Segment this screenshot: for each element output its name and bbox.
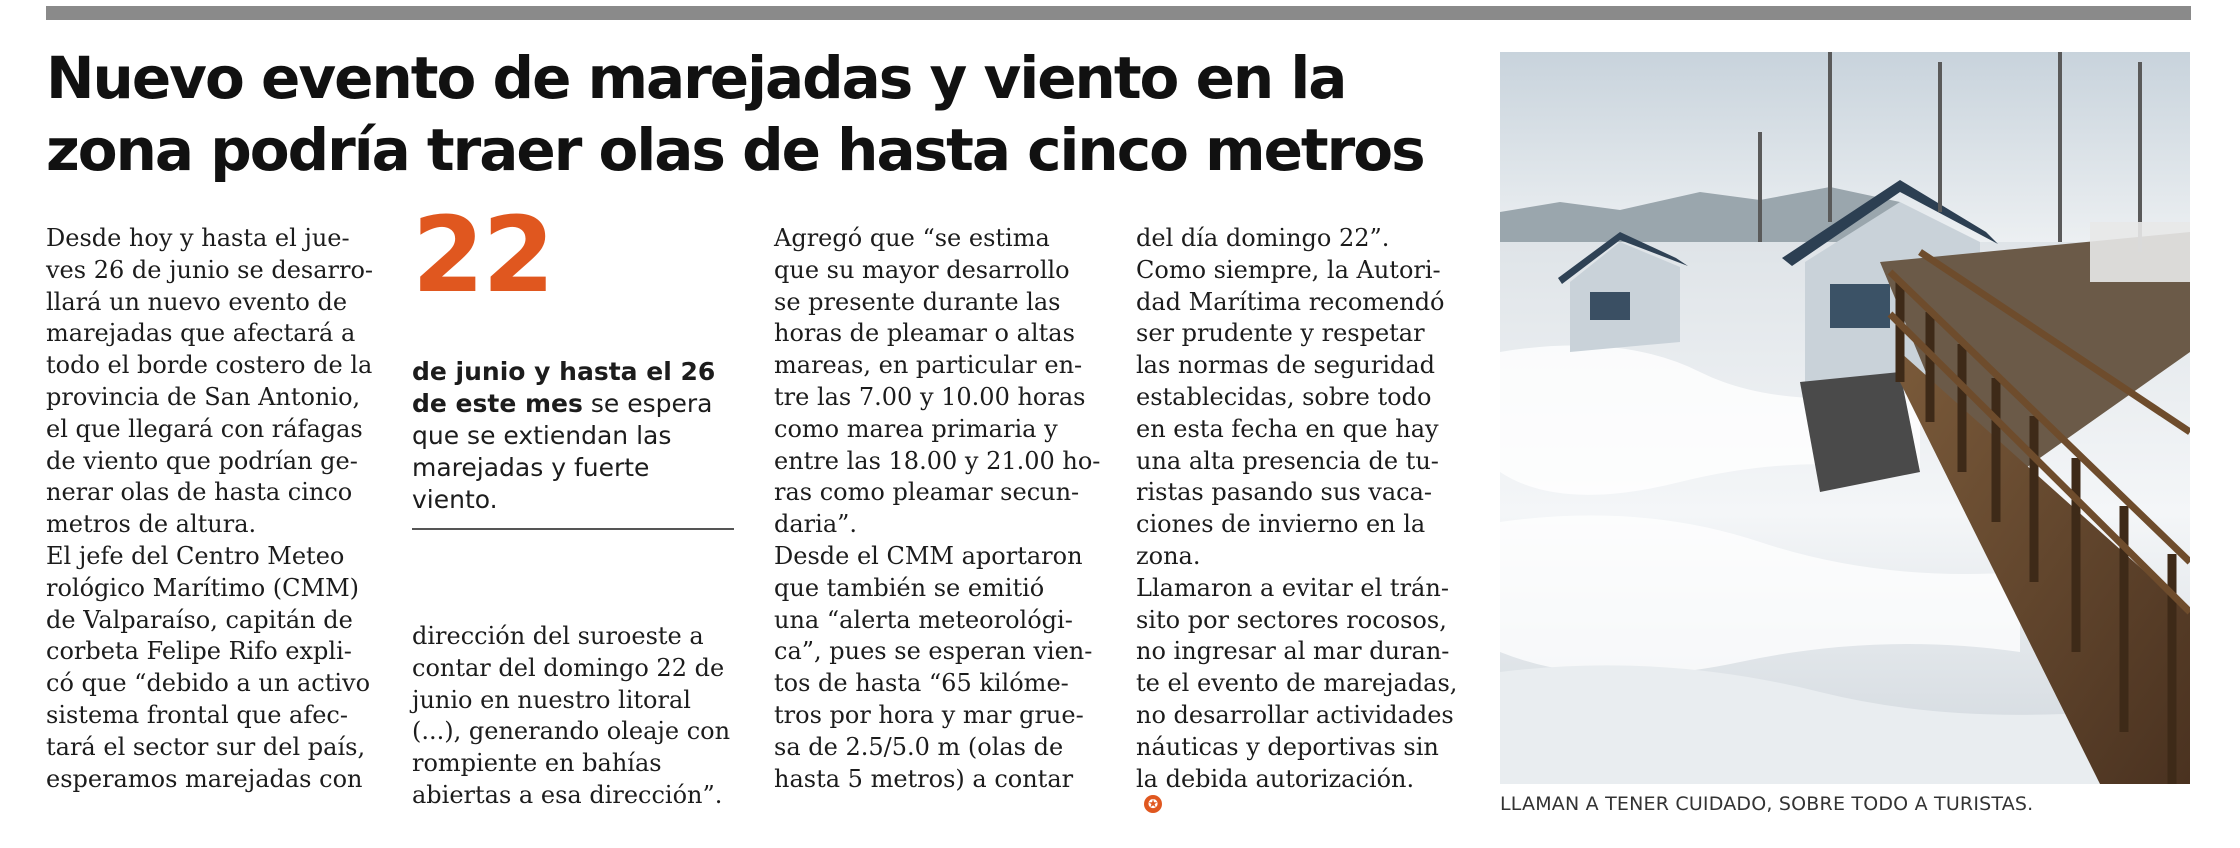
text-line: mareas, en particular en-	[774, 351, 1083, 380]
text-line: tará el sector sur del país,	[46, 732, 366, 761]
text-line: establecidas, sobre todo	[1136, 382, 1432, 411]
pull-quote-bold-line: de junio y hasta el 26	[412, 357, 716, 386]
text-line: rológico Marítimo (CMM)	[46, 573, 360, 602]
text-line: te el evento de marejadas,	[1136, 669, 1458, 698]
top-rule	[46, 6, 2191, 20]
text-line: una alta presencia de tu-	[1136, 446, 1439, 475]
text-line: esperamos marejadas con	[46, 764, 363, 793]
text-line: sito por sectores rocosos,	[1136, 605, 1447, 634]
text-line: metros de altura.	[46, 510, 257, 539]
text-line: tre las 7.00 y 10.00 horas	[774, 382, 1086, 411]
article-column-4	[1136, 223, 1466, 813]
news-photo-illustration	[1500, 52, 2190, 784]
text-line: contar del domingo 22 de	[412, 653, 725, 682]
text-line: corbeta Felipe Rifo expli-	[46, 637, 352, 666]
text-line: dad Marítima recomendó	[1136, 287, 1445, 316]
text-line: en esta fecha en que hay	[1136, 414, 1439, 443]
pull-quote-bold-text: de este mes	[412, 389, 583, 418]
text-line: daria”.	[774, 510, 858, 539]
text-line: El jefe del Centro Meteo	[46, 541, 345, 570]
text-line: Como siempre, la Autori-	[1136, 255, 1441, 284]
text-line: el que llegará con ráfagas	[46, 414, 363, 443]
pull-quote	[412, 356, 742, 516]
text-line: como marea primaria y	[774, 414, 1058, 443]
text-line: todo el borde costero de la	[46, 351, 373, 380]
text-line: provincia de San Antonio,	[46, 382, 361, 411]
text-line: ristas pasando sus vaca-	[1136, 478, 1433, 507]
text-line: dirección del suroeste a	[412, 622, 704, 650]
text-line: nerar olas de hasta cinco	[46, 478, 353, 507]
end-of-article-icon: ✪	[1144, 795, 1162, 813]
text-line: no ingresar al mar duran-	[1136, 637, 1450, 666]
column-2-text	[412, 621, 742, 812]
text-line: ciones de invierno en la	[1136, 510, 1426, 539]
headline-line-2: zona podría traer olas de hasta cinco metros	[46, 116, 1424, 184]
text-line: se presente durante las	[774, 287, 1061, 316]
text-line: del día domingo 22”.	[1136, 224, 1390, 252]
text-line: Desde el CMM aportaron	[774, 541, 1083, 570]
text-line: llará un nuevo evento de	[46, 287, 348, 316]
text-line: náuticas y deportivas sin	[1136, 732, 1439, 761]
text-line: ves 26 de junio se desarro-	[46, 255, 374, 284]
text-line: de Valparaíso, capitán de	[46, 605, 353, 634]
text-line: Agregó que “se estima	[774, 224, 1050, 252]
text-line: abiertas a esa dirección”.	[412, 780, 723, 809]
text-line: junio en nuestro litoral	[412, 685, 691, 714]
pull-quote-line: que se extiendan las	[412, 421, 672, 450]
text-line: las normas de seguridad	[1136, 351, 1436, 380]
text-line: Desde hoy y hasta el jue-	[46, 224, 350, 252]
article-column-2	[412, 621, 742, 812]
text-line: zona.	[1136, 541, 1201, 570]
photo-caption: LLAMAN A TENER CUIDADO, SOBRE TODO A TURISTAS.	[1500, 793, 2034, 815]
text-line: marejadas que afectará a	[46, 319, 356, 348]
last-line-text: la debida autorización.	[1136, 764, 1415, 793]
highlight-number: 22	[412, 194, 553, 316]
text-line: tos de hasta “65 kilóme-	[774, 669, 1069, 698]
text-line: de viento que podrían ge-	[46, 446, 358, 475]
pull-quote-rule	[412, 528, 734, 530]
column-4-text	[1136, 223, 1466, 813]
headline	[46, 42, 1486, 186]
text-line: ras como pleamar secun-	[774, 478, 1080, 507]
text-line: entre las 18.00 y 21.00 ho-	[774, 446, 1101, 475]
headline-line-1: Nuevo evento de marejadas y viento en la	[46, 44, 1346, 112]
text-line: ca”, pues se esperan vien-	[774, 637, 1093, 666]
text-line: (...), generando oleaje con	[412, 717, 731, 746]
text-line: rompiente en bahías	[412, 749, 662, 778]
text-line: có que “debido a un activo	[46, 669, 371, 698]
text-line: sistema frontal que afec-	[46, 700, 348, 729]
text-line: ser prudente y respetar	[1136, 319, 1425, 348]
text-line: que también se emitió	[774, 573, 1045, 602]
text-line: Llamaron a evitar el trán-	[1136, 573, 1449, 602]
pull-quote-line: viento.	[412, 485, 498, 514]
column-3-text	[774, 223, 1104, 795]
text-line: tros por hora y mar grue-	[774, 700, 1084, 729]
text-line: que su mayor desarrollo	[774, 255, 1070, 284]
news-photo	[1500, 52, 2190, 784]
text-line: no desarrollar actividades	[1136, 700, 1454, 729]
text-line	[1136, 764, 1466, 814]
text-line: una “alerta meteorológi-	[774, 605, 1073, 634]
pull-quote-line: marejadas y fuerte	[412, 453, 650, 482]
text-line: hasta 5 metros) a contar	[774, 764, 1074, 793]
text-line: horas de pleamar o altas	[774, 319, 1075, 348]
pull-quote-line	[412, 388, 742, 420]
column-1-text	[46, 223, 376, 795]
pull-quote-text: se espera	[582, 389, 713, 418]
article-column-3	[774, 223, 1104, 795]
text-line: sa de 2.5/5.0 m (olas de	[774, 732, 1064, 761]
article-column-1	[46, 223, 376, 795]
